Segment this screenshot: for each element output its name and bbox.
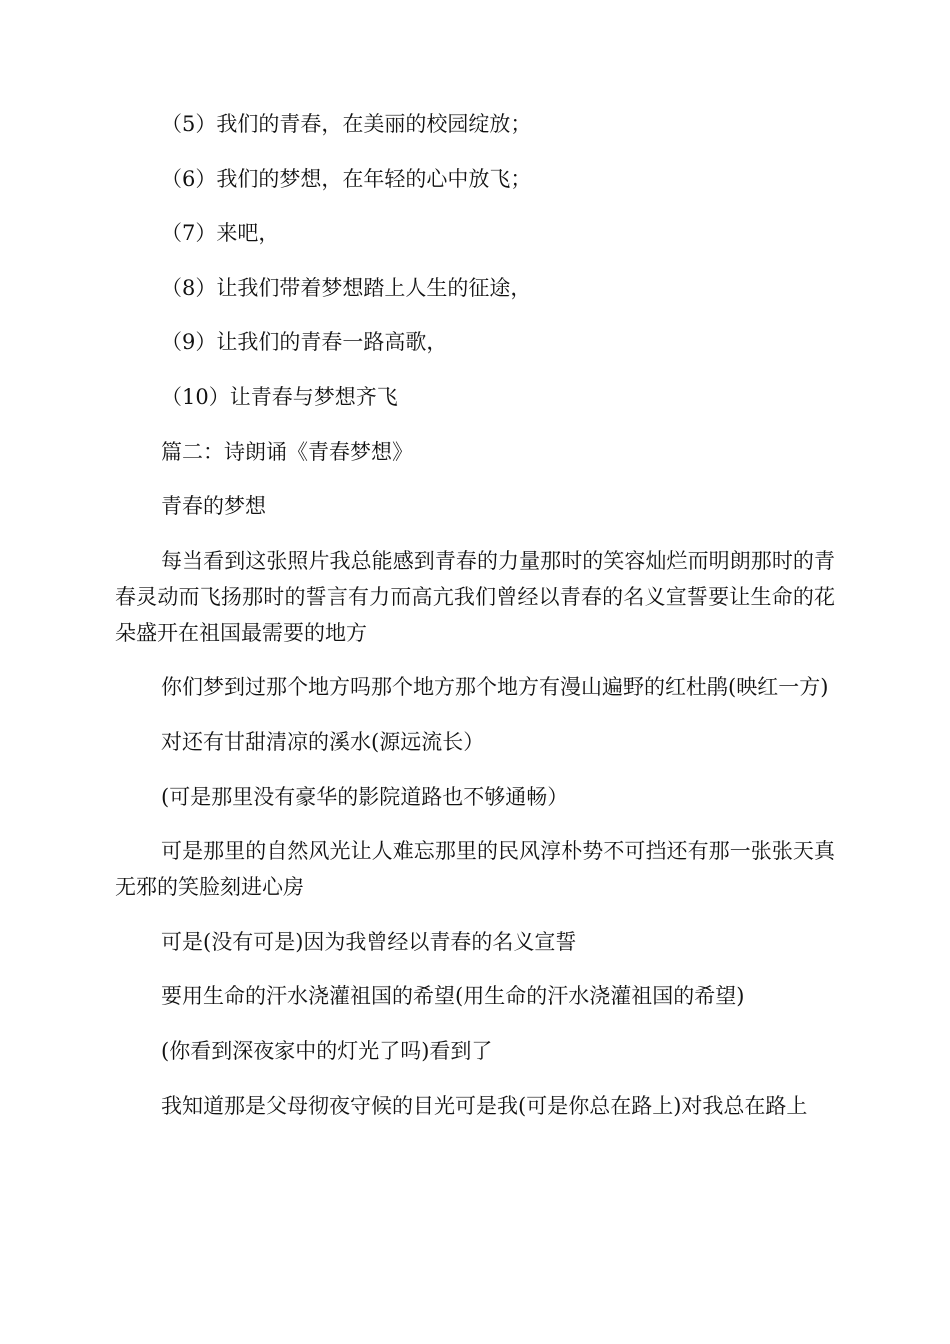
numbered-line-7: （7）来吧， bbox=[161, 221, 280, 246]
poem-paragraph: 可是那里的自然风光让人难忘那里的民风淳朴势不可挡还有那一张张天真无邪的笑脸刻进心房 bbox=[115, 839, 835, 900]
numbered-line-6: （6）我们的梦想，在年轻的心中放飞； bbox=[161, 166, 532, 191]
poem-paragraph: 要用生命的汗水浇灌祖国的希望(用生命的汗水浇灌祖国的希望) bbox=[161, 984, 745, 1009]
poem-paragraph: 对还有甘甜清凉的溪水(源远流长） bbox=[161, 729, 485, 754]
poem-paragraph: 你们梦到过那个地方吗那个地方那个地方有漫山遍野的红杜鹃(映红一方) bbox=[161, 675, 829, 700]
poem-paragraph: 每当看到这张照片我总能感到青春的力量那时的笑容灿烂而明朗那时的青春灵动而飞扬那时的誓言有力而高亢我们曾经以青春的名义宣誓要让生命的花朵盛开在祖国最需要的地方 bbox=[115, 548, 835, 645]
numbered-line-9: （9）让我们的青春一路高歌， bbox=[161, 330, 448, 355]
poem-paragraph: 可是(没有可是)因为我曾经以青春的名义宣誓 bbox=[161, 929, 577, 954]
poem-title: 青春的梦想 bbox=[161, 494, 266, 519]
poem-paragraph: 我知道那是父母彻夜守候的目光可是我(可是你总在路上)对我总在路上 bbox=[161, 1093, 808, 1118]
poem-paragraph: (你看到深夜家中的灯光了吗)看到了 bbox=[161, 1038, 493, 1063]
document-body bbox=[115, 106, 835, 1142]
poem-paragraph: (可是那里没有豪华的影院道路也不够通畅） bbox=[161, 784, 569, 809]
section-title: 篇二：诗朗诵《青春梦想》 bbox=[161, 439, 413, 464]
numbered-line-5: （5）我们的青春，在美丽的校园绽放； bbox=[161, 112, 532, 136]
numbered-line-8: （8）让我们带着梦想踏上人生的征途， bbox=[161, 275, 532, 300]
numbered-line-10: （10）让青春与梦想齐飞 bbox=[161, 384, 398, 409]
